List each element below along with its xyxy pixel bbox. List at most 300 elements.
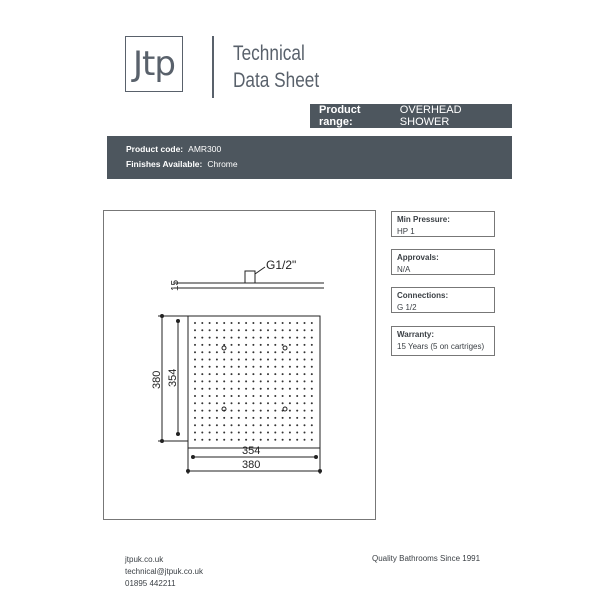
nozzle-dot (252, 373, 254, 375)
nozzle-dot (209, 337, 211, 339)
nozzle-dot (296, 410, 298, 412)
footer-contact (125, 554, 203, 590)
nozzle-dot (252, 329, 254, 331)
nozzle-dot (296, 337, 298, 339)
nozzle-dot (267, 395, 269, 397)
nozzle-dot (223, 366, 225, 368)
nozzle-dot (194, 373, 196, 375)
nozzle-dot (209, 322, 211, 324)
nozzle-dot (194, 322, 196, 324)
nozzle-dot (252, 410, 254, 412)
nozzle-dot (223, 329, 225, 331)
nozzle-dot (274, 329, 276, 331)
nozzle-dot (274, 351, 276, 353)
nozzle-dot (274, 417, 276, 419)
nozzle-dot (245, 337, 247, 339)
nozzle-dot (304, 322, 306, 324)
nozzle-dot (296, 439, 298, 441)
nozzle-dot (267, 337, 269, 339)
nozzle-dot (245, 344, 247, 346)
nozzle-dot (304, 359, 306, 361)
nozzle-dot (267, 402, 269, 404)
nozzle-dot (223, 417, 225, 419)
nozzle-dot (194, 329, 196, 331)
dimension-marker (191, 455, 195, 459)
nozzle-dot (231, 402, 233, 404)
nozzle-dot (201, 402, 203, 404)
nozzle-dot (252, 366, 254, 368)
nozzle-dot (289, 329, 291, 331)
nozzle-dot (209, 344, 211, 346)
nozzle-dot (311, 417, 313, 419)
dimension-marker (176, 319, 180, 323)
nozzle-dot (311, 402, 313, 404)
nozzle-dot (274, 359, 276, 361)
product-code-label: Product code: (126, 144, 184, 154)
dimension-marker (176, 432, 180, 436)
nozzle-dot (209, 424, 211, 426)
company-logo: Jtp (125, 36, 183, 92)
nozzle-dot (209, 417, 211, 419)
nozzle-dot (267, 322, 269, 324)
nozzle-dot (209, 380, 211, 382)
nozzle-dot (296, 344, 298, 346)
nozzle-dot (267, 439, 269, 441)
nozzle-dot (304, 373, 306, 375)
nozzle-dot (289, 395, 291, 397)
nozzle-dot (238, 380, 240, 382)
nozzle-dot (304, 329, 306, 331)
nozzle-dot (209, 439, 211, 441)
footer-tagline: Quality Bathrooms Since 1991 (372, 554, 481, 563)
finishes-label: Finishes Available: (126, 159, 203, 169)
nozzle-dot (201, 337, 203, 339)
nozzle-dot (260, 439, 262, 441)
nozzle-dot (238, 322, 240, 324)
nozzle-dot (260, 373, 262, 375)
nozzle-dot (245, 322, 247, 324)
nozzle-dot (238, 373, 240, 375)
nozzle-dot (223, 351, 225, 353)
thread-leader-line (255, 267, 265, 274)
nozzle-dot (282, 337, 284, 339)
nozzle-dot (231, 395, 233, 397)
nozzle-dot (260, 424, 262, 426)
nozzle-dot (252, 344, 254, 346)
nozzle-dot (289, 373, 291, 375)
nozzle-dot (245, 388, 247, 390)
nozzle-dot (209, 395, 211, 397)
title-line-2: Data Sheet (233, 69, 320, 92)
nozzle-dot (231, 417, 233, 419)
nozzle-dot (282, 380, 284, 382)
nozzle-dot (238, 329, 240, 331)
nozzle-dot (282, 373, 284, 375)
nozzle-dot (238, 410, 240, 412)
nozzle-dot (201, 344, 203, 346)
inner-height-label: 354 (167, 368, 179, 387)
nozzle-dot (296, 373, 298, 375)
nozzle-dot (304, 380, 306, 382)
nozzle-dot (194, 424, 196, 426)
spec-value: N/A (397, 265, 411, 274)
nozzle-dot (194, 344, 196, 346)
product-info-bar (107, 136, 512, 179)
nozzle-dot (201, 322, 203, 324)
nozzle-dot (223, 432, 225, 434)
nozzle-dot (289, 359, 291, 361)
nozzle-dot (201, 366, 203, 368)
nozzle-dot (231, 432, 233, 434)
nozzle-dot (311, 388, 313, 390)
nozzle-dot (252, 359, 254, 361)
nozzle-dot (282, 329, 284, 331)
nozzle-dot (274, 322, 276, 324)
spec-label: Connections: (397, 291, 449, 300)
nozzle-dot (194, 402, 196, 404)
nozzle-dot (252, 432, 254, 434)
nozzle-dot (238, 359, 240, 361)
nozzle-dot (267, 329, 269, 331)
nozzle-dot (209, 373, 211, 375)
nozzle-dot (252, 380, 254, 382)
nozzle-dot (311, 366, 313, 368)
nozzle-dot (238, 402, 240, 404)
nozzle-dot (274, 337, 276, 339)
nozzle-dot (194, 337, 196, 339)
nozzle-dot (245, 351, 247, 353)
nozzle-dot (194, 388, 196, 390)
product-code-row (126, 142, 512, 157)
nozzle-dot (252, 337, 254, 339)
nozzle-dot (216, 380, 218, 382)
nozzle-dot (231, 380, 233, 382)
nozzle-dot (201, 432, 203, 434)
product-range-bar (310, 104, 512, 128)
nozzle-dot (231, 410, 233, 412)
spec-value: G 1/2 (397, 303, 417, 312)
nozzle-dot (282, 351, 284, 353)
nozzle-dot (267, 388, 269, 390)
nozzle-dot (201, 417, 203, 419)
nozzle-dot (245, 329, 247, 331)
nozzle-dot (216, 410, 218, 412)
nozzle-dot (282, 424, 284, 426)
nozzle-dot (231, 388, 233, 390)
nozzle-dot (289, 366, 291, 368)
nozzle-dot (252, 395, 254, 397)
nozzle-dot (260, 432, 262, 434)
nozzle-dot (245, 410, 247, 412)
nozzle-dot (252, 417, 254, 419)
nozzle-dot (260, 388, 262, 390)
nozzle-dot (260, 359, 262, 361)
dimension-marker (160, 439, 164, 443)
nozzle-dot (289, 344, 291, 346)
nozzle-dot (245, 395, 247, 397)
nozzle-dot (267, 424, 269, 426)
nozzle-dot (267, 432, 269, 434)
nozzle-dot (274, 439, 276, 441)
nozzle-dot (311, 344, 313, 346)
nozzle-dot (267, 380, 269, 382)
nozzle-dot (245, 439, 247, 441)
nozzle-dot (238, 366, 240, 368)
nozzle-dot (311, 329, 313, 331)
nozzle-dot (260, 366, 262, 368)
nozzle-dot (304, 337, 306, 339)
nozzle-dot (194, 410, 196, 412)
nozzle-dot (201, 424, 203, 426)
footer-phone: 01895 442211 (125, 579, 176, 588)
nozzle-dot (216, 439, 218, 441)
nozzle-dot (252, 402, 254, 404)
nozzle-dot (194, 366, 196, 368)
nozzle-dot (216, 395, 218, 397)
spec-value: HP 1 (397, 227, 415, 236)
nozzle-dot (282, 417, 284, 419)
nozzle-dot (267, 344, 269, 346)
nozzle-dot (274, 410, 276, 412)
header-divider (212, 36, 214, 98)
nozzle-dot (231, 439, 233, 441)
nozzle-dot (231, 322, 233, 324)
nozzle-dot (216, 351, 218, 353)
nozzle-dot (231, 329, 233, 331)
nozzle-dot (194, 439, 196, 441)
nozzle-dot (231, 373, 233, 375)
nozzle-dot (209, 359, 211, 361)
finishes-row (126, 157, 512, 172)
inner-width-label: 354 (242, 445, 261, 457)
nozzle-dot (216, 417, 218, 419)
nozzle-dot (238, 337, 240, 339)
nozzle-dot (304, 424, 306, 426)
nozzle-dot (267, 351, 269, 353)
spec-approvals (391, 249, 495, 275)
nozzle-dot (231, 359, 233, 361)
nozzle-dot (201, 380, 203, 382)
technical-drawing (104, 211, 375, 519)
nozzle-dot (296, 322, 298, 324)
nozzle-dot (201, 395, 203, 397)
nozzle-dot (289, 337, 291, 339)
nozzle-dot (245, 366, 247, 368)
nozzle-dot (252, 351, 254, 353)
nozzle-dot (245, 373, 247, 375)
nozzle-dot (289, 351, 291, 353)
nozzle-dot (267, 410, 269, 412)
nozzle-dot (209, 351, 211, 353)
nozzle-dot (245, 380, 247, 382)
nozzle-dot (245, 417, 247, 419)
nozzle-dot (194, 417, 196, 419)
spec-warranty (391, 326, 495, 356)
nozzle-dot (231, 351, 233, 353)
document-title (233, 40, 319, 94)
nozzle-dot (252, 439, 254, 441)
product-code-value: AMR300 (188, 144, 222, 154)
nozzle-dot (252, 424, 254, 426)
nozzle-dot (282, 388, 284, 390)
nozzle-dot (209, 329, 211, 331)
dimension-marker (318, 469, 322, 473)
thickness-label: 15 (170, 279, 181, 291)
nozzle-dot (311, 322, 313, 324)
nozzle-dot (274, 395, 276, 397)
nozzle-dot (311, 395, 313, 397)
nozzle-dot (216, 337, 218, 339)
nozzle-dot (296, 329, 298, 331)
nozzle-dot (216, 344, 218, 346)
nozzle-dot (274, 380, 276, 382)
nozzle-dot (216, 402, 218, 404)
nozzle-dot (267, 359, 269, 361)
nozzle-dot (245, 432, 247, 434)
nozzle-dot (304, 395, 306, 397)
nozzle-dot (267, 366, 269, 368)
nozzle-dot (311, 380, 313, 382)
nozzle-dot (216, 388, 218, 390)
nozzle-dot (238, 432, 240, 434)
nozzle-dot (260, 322, 262, 324)
nozzle-dot (296, 351, 298, 353)
nozzle-dot (311, 410, 313, 412)
nozzle-dot (223, 402, 225, 404)
nozzle-dot (209, 388, 211, 390)
nozzle-dot (216, 322, 218, 324)
nozzle-dot (209, 410, 211, 412)
nozzle-dot (282, 439, 284, 441)
nozzle-dot (194, 351, 196, 353)
nozzle-dot (238, 388, 240, 390)
nozzle-dot (282, 395, 284, 397)
nozzle-dot (201, 410, 203, 412)
nozzle-dot (201, 351, 203, 353)
nozzle-dot (274, 366, 276, 368)
nozzle-dot (311, 373, 313, 375)
nozzle-dot (260, 395, 262, 397)
nozzle-dot (260, 417, 262, 419)
nozzle-dot (223, 388, 225, 390)
nozzle-dot (304, 366, 306, 368)
nozzle-dot (194, 395, 196, 397)
nozzle-dot (216, 424, 218, 426)
nozzle-dot (216, 359, 218, 361)
title-line-1: Technical (233, 42, 305, 65)
finishes-value: Chrome (207, 159, 238, 169)
spec-label: Min Pressure: (397, 215, 450, 224)
nozzle-dot (209, 402, 211, 404)
footer-email[interactable]: technical@jtpuk.co.uk (125, 567, 203, 576)
nozzle-dot (201, 329, 203, 331)
nozzle-dot (201, 359, 203, 361)
nozzle-dot (231, 344, 233, 346)
spec-value: 15 Years (5 on cartriges) (397, 342, 485, 351)
nozzle-dot (274, 388, 276, 390)
spec-min-pressure (391, 211, 495, 237)
nozzle-dot (231, 337, 233, 339)
nozzle-dot (289, 417, 291, 419)
nozzle-dot (245, 402, 247, 404)
nozzle-dot (223, 359, 225, 361)
nozzle-dot (260, 380, 262, 382)
nozzle-dot (252, 322, 254, 324)
nozzle-dot (282, 366, 284, 368)
nozzle-dot (231, 424, 233, 426)
nozzle-dot (304, 402, 306, 404)
nozzle-dot (282, 359, 284, 361)
nozzle-dot (201, 439, 203, 441)
dimension-marker (186, 469, 190, 473)
nozzle-dot (274, 344, 276, 346)
nozzle-dot (216, 373, 218, 375)
nozzle-dot (274, 424, 276, 426)
nozzle-dot (296, 359, 298, 361)
nozzle-dot (296, 388, 298, 390)
nozzle-dot (304, 344, 306, 346)
footer-website[interactable]: jtpuk.co.uk (125, 555, 164, 564)
side-view (174, 267, 324, 288)
nozzle-dot (311, 439, 313, 441)
nozzle-dot (194, 432, 196, 434)
nozzle-dot (311, 359, 313, 361)
nozzle-dot (194, 380, 196, 382)
nozzle-dot (260, 351, 262, 353)
nozzle-dot (238, 344, 240, 346)
nozzle-dot (311, 337, 313, 339)
nozzle-dot (304, 439, 306, 441)
dimension-marker (160, 314, 164, 318)
nozzle-dot (238, 439, 240, 441)
nozzle-dot (238, 417, 240, 419)
nozzle-dot (223, 424, 225, 426)
nozzle-dot (296, 402, 298, 404)
nozzle-dot (296, 424, 298, 426)
nozzle-dot (223, 337, 225, 339)
nozzle-dot (223, 439, 225, 441)
nozzle-dot (201, 388, 203, 390)
nozzle-dot (216, 329, 218, 331)
spec-connections (391, 287, 495, 313)
nozzle-dot (223, 380, 225, 382)
nozzle-dot (282, 402, 284, 404)
thread-connector (245, 271, 255, 283)
nozzle-dot (296, 366, 298, 368)
nozzle-dot (274, 402, 276, 404)
thread-label: G1/2" (266, 258, 297, 272)
nozzle-dot (296, 395, 298, 397)
nozzle-dot (296, 432, 298, 434)
nozzle-dot (223, 395, 225, 397)
nozzle-dot (231, 366, 233, 368)
nozzle-dot (274, 432, 276, 434)
nozzle-dot (289, 380, 291, 382)
nozzle-dot (304, 388, 306, 390)
nozzle-dot (296, 380, 298, 382)
nozzle-dot (238, 395, 240, 397)
nozzle-dot (289, 432, 291, 434)
nozzle-dot (296, 417, 298, 419)
nozzle-dot (260, 410, 262, 412)
nozzle-dot (311, 424, 313, 426)
nozzle-dot (223, 322, 225, 324)
nozzle-dot (282, 432, 284, 434)
nozzle-dot (289, 439, 291, 441)
nozzle-dot (216, 432, 218, 434)
nozzle-dot (304, 351, 306, 353)
nozzle-dot (289, 424, 291, 426)
